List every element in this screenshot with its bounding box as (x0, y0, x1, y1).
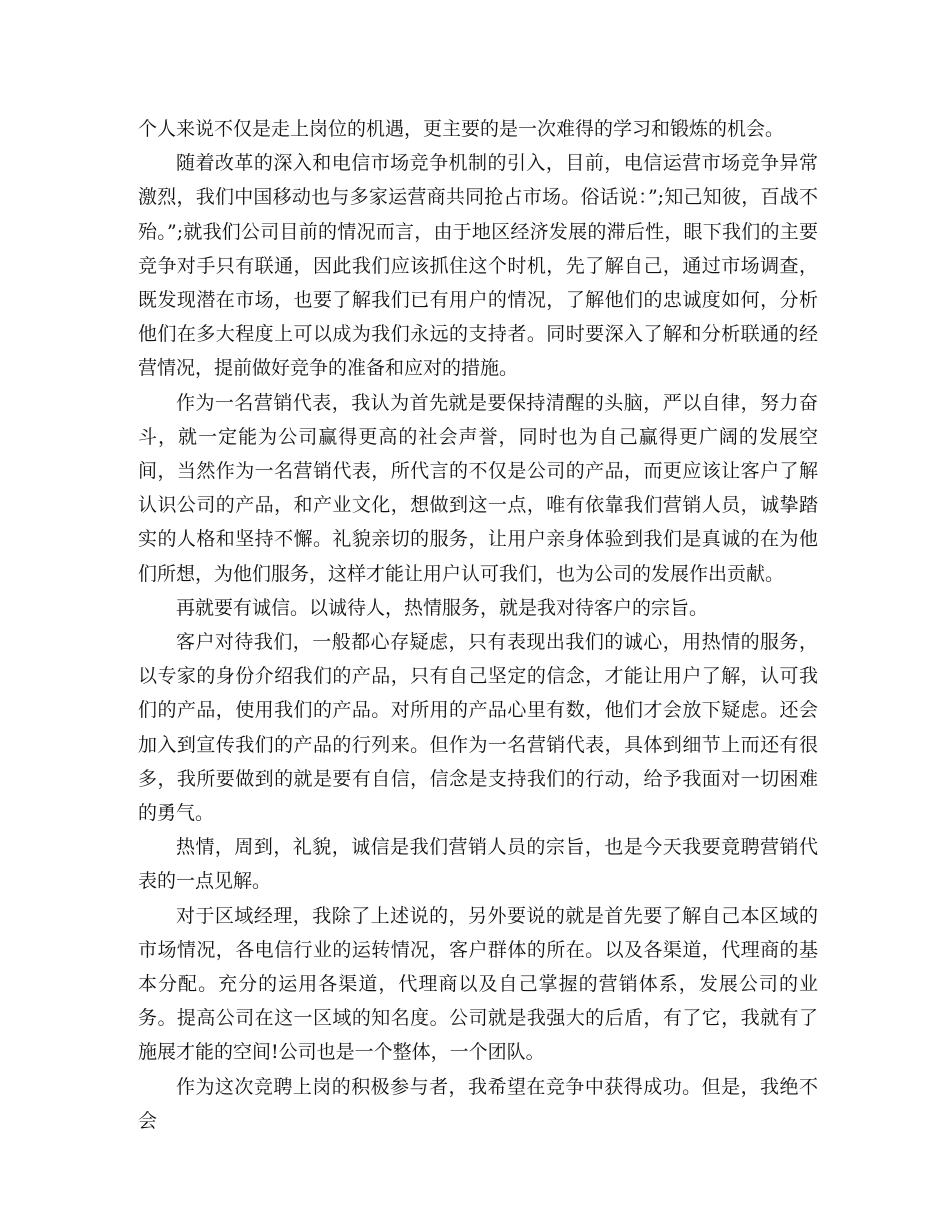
paragraph-5: 客户对待我们，一般都心存疑虑，只有表现出我们的诚心，用热情的服务，以专家的身份介绍我们的产品，只有自己坚定的信念，才能让用户了解，认可我们的产品，使用我们的产品。对所用的产品心里有数，他们才会放下疑虑。还会加入到宣传我们的产品的行列来。但作为一名营销代表，具体到细节上而还有很多，我所要做到的就是要有自信，信念是支持我们的行动，给予我面对一切困难的勇气。 (138, 631, 818, 825)
paragraph-7: 对于区域经理，我除了上述说的，另外要说的就是首先要了解自己本区域的市场情况，各电信行业的运转情况，客户群体的所在。以及各渠道，代理商的基本分配。充分的运用各渠道，代理商以及自己掌握的营销体系，发展公司的业务。提高公司在这一区域的知名度。公司就是我强大的后盾，有了它，我就有了施展才能的空间!公司也是一个整体，一个团队。 (138, 904, 818, 1064)
paragraph-4: 再就要有诚信。以诚待人，热情服务，就是我对待客户的宗旨。 (176, 596, 709, 619)
paragraph-8: 作为这次竞聘上岗的积极参与者，我希望在竞争中获得成功。但是，我绝不会 (138, 1075, 818, 1132)
paragraph-6: 热情，周到，礼貌，诚信是我们营销人员的宗旨，也是今天我要竟聘营销代表的一点见解。 (138, 836, 818, 893)
document-body (138, 112, 818, 1138)
paragraph-1: 个人来说不仅是走上岗位的机遇，更主要的是一次难得的学习和锻炼的机会。 (138, 118, 785, 140)
paragraph-2: 随着改革的深入和电信市场竞争机制的引入，目前，电信运营市场竞争异常激烈，我们中国移动也与多家运营商共同抢占市场。俗话说：”;知己知彼，百战不殆。”;就我们公司目前的情况而言，由于地区经济发展的滞后性，眼下我们的主要竞争对手只有联通，因此我们应该抓住这个时机，先了解自己，通过市场调查，既发现潜在市场，也要了解我们已有用户的情况，了解他们的忠诚度如何，分析他们在多大程度上可以成为我们永远的支持者。同时要深入了解和分析联通的经营情况，提前做好竞争的准备和应对的措施。 (138, 152, 818, 380)
paragraph-3: 作为一名营销代表，我认为首先就是要保持清醒的头脑，严以自律，努力奋斗，就一定能为公司赢得更高的社会声誉，同时也为自己赢得更广阔的发展空间，当然作为一名营销代表，所代言的不仅是公司的产品，而更应该让客户了解认识公司的产品，和产业文化，想做到这一点，唯有依靠我们营销人员，诚挚踏实的人格和坚持不懈。礼貌亲切的服务，让用户亲身体验到我们是真诚的在为他们所想，为他们服务，这样才能让用户认可我们，也为公司的发展作出贡献。 (138, 391, 818, 585)
